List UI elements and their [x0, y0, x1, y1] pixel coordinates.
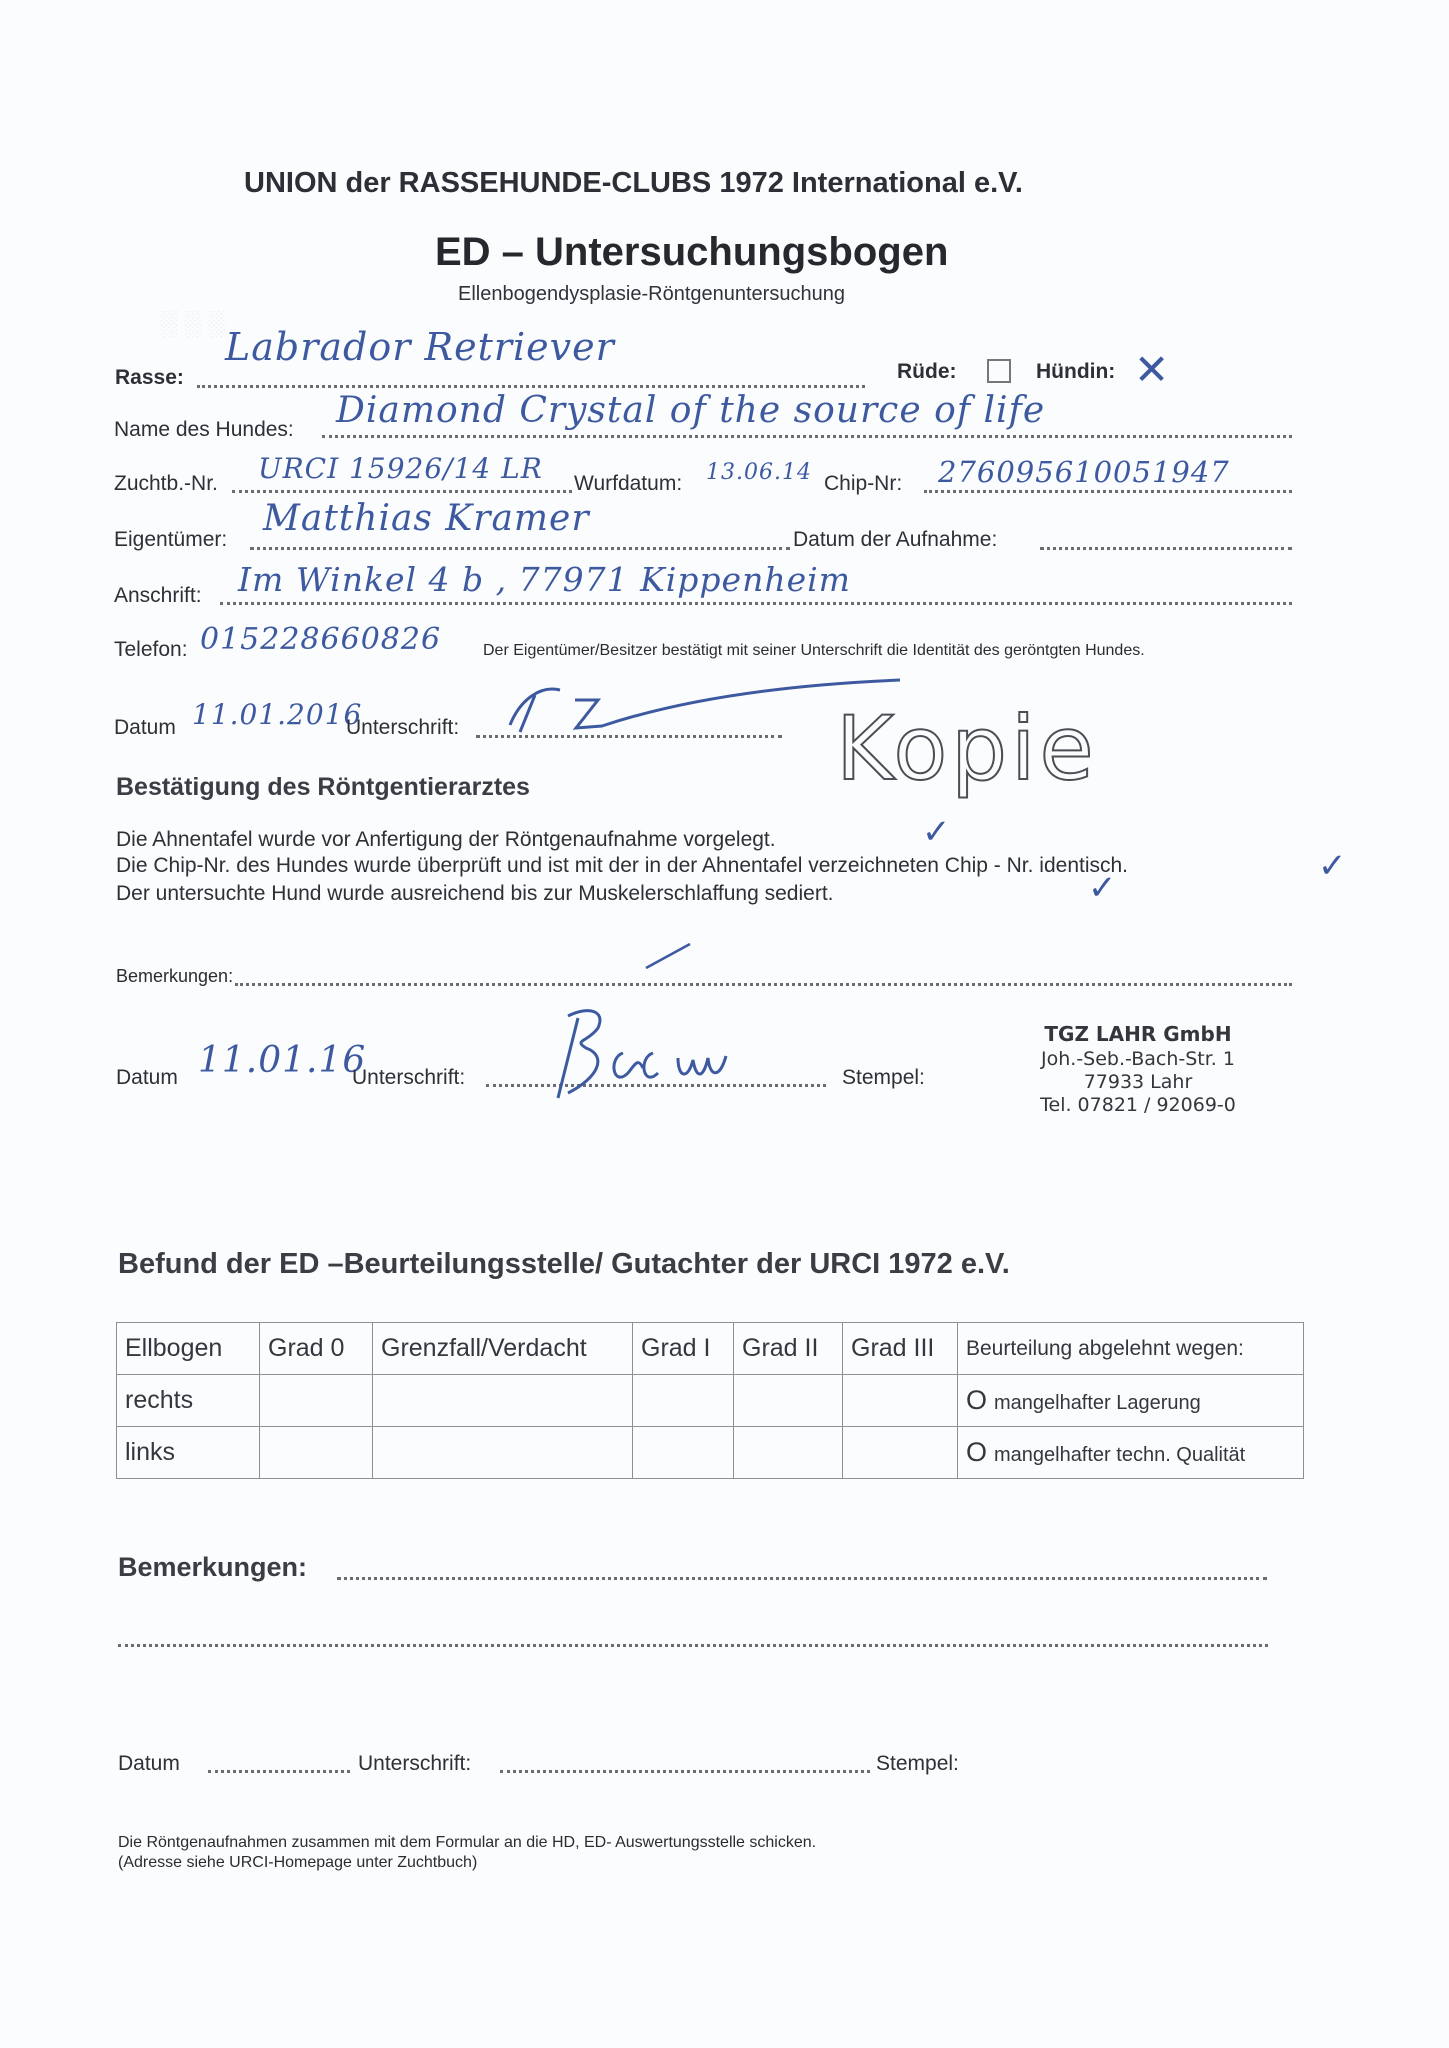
- cell-links-grad-0[interactable]: [260, 1427, 373, 1479]
- zuchtb-value[interactable]: URCI 15926/14 LR: [258, 452, 543, 485]
- rasse-label: Rasse:: [115, 366, 184, 389]
- name-label: Name des Hundes:: [114, 418, 294, 441]
- huendin-checkbox-mark[interactable]: ✕: [1134, 345, 1171, 394]
- col-grad-0: Grad 0: [260, 1323, 373, 1375]
- cell-links-grenzfall[interactable]: [373, 1427, 633, 1479]
- stamp-name: TGZ LAHR GmbH: [1044, 1022, 1232, 1046]
- befund-datum-label: Datum: [118, 1752, 180, 1775]
- rasse-line: [197, 385, 865, 388]
- cell-rechts-grad-3[interactable]: [843, 1375, 958, 1427]
- footer-note-1: Die Röntgenaufnahmen zusammen mit dem Formular an die HD, ED- Auswertungsstelle schicken.: [118, 1834, 817, 1851]
- befund-stempel-label: Stempel:: [876, 1752, 959, 1775]
- cell-rechts-grad-0[interactable]: [260, 1375, 373, 1427]
- cell-links-grad-3[interactable]: [843, 1427, 958, 1479]
- owner-datum-label: Datum: [114, 716, 176, 739]
- vet-stempel-label: Stempel:: [842, 1066, 925, 1089]
- vet-unterschrift-label: Unterschrift:: [352, 1066, 466, 1089]
- anschrift-label: Anschrift:: [114, 584, 202, 607]
- vet-check-2[interactable]: ✓: [1318, 846, 1348, 886]
- eigentuemer-line: [250, 547, 790, 550]
- kopie-stamp: Kopie: [836, 697, 1098, 800]
- name-value[interactable]: Diamond Crystal of the source of life: [336, 390, 1046, 431]
- bleed-through-text: ░ ░ ░: [160, 310, 225, 337]
- befund-unterschrift-line[interactable]: [500, 1770, 870, 1773]
- telefon-value[interactable]: 015228660826: [200, 622, 442, 657]
- col-grad-1: Grad I: [633, 1323, 734, 1375]
- reason-radio-qualitaet[interactable]: O: [966, 1437, 988, 1467]
- huendin-label: Hündin:: [1036, 360, 1116, 383]
- vet-check-3[interactable]: ✓: [1088, 868, 1118, 908]
- vet-datum-value[interactable]: 11.01.16: [198, 1040, 367, 1081]
- table-row: [117, 1375, 1304, 1427]
- telefon-label: Telefon:: [114, 638, 188, 661]
- chip-line: [924, 490, 1292, 493]
- befund-table: [116, 1322, 1304, 1479]
- cell-rechts-grenzfall[interactable]: [373, 1375, 633, 1427]
- cell-rechts-reason[interactable]: [958, 1375, 1304, 1427]
- vet-line2: Die Chip-Nr. des Hundes wurde überprüft und ist mit der in der Ahnentafel verzeichneten Chip - Nr. identisch.: [116, 854, 1129, 877]
- ruede-label: Rüde:: [897, 360, 957, 383]
- table-header-row: [117, 1323, 1304, 1375]
- vet-pen-mark: [640, 936, 700, 976]
- vet-bemerkungen-line[interactable]: [235, 983, 1292, 986]
- zuchtb-line: [232, 490, 572, 493]
- stamp-tel: Tel. 07821 / 92069-0: [1040, 1094, 1236, 1116]
- name-line: [322, 435, 1292, 438]
- vet-bemerkungen-label: Bemerkungen:: [116, 966, 234, 986]
- befund-heading: Befund der ED –Beurteilungsstelle/ Gutachter der URCI 1972 e.V.: [118, 1248, 1010, 1280]
- befund-bemerkungen-label: Bemerkungen:: [118, 1552, 308, 1582]
- cell-links-grad-2[interactable]: [734, 1427, 843, 1479]
- vet-datum-label: Datum: [116, 1066, 178, 1089]
- cell-rechts-grad-2[interactable]: [734, 1375, 843, 1427]
- row-label-rechts: rechts: [117, 1375, 260, 1427]
- aufnahme-label: Datum der Aufnahme:: [793, 528, 998, 551]
- aufnahme-line[interactable]: [1040, 547, 1292, 550]
- eigentuemer-label: Eigentümer:: [114, 528, 228, 551]
- reason-radio-lagerung[interactable]: O: [966, 1385, 988, 1415]
- reason-lagerung-label: mangelhafter Lagerung: [993, 1392, 1201, 1414]
- page-subtitle: Ellenbogendysplasie-Röntgenuntersuchung: [458, 283, 845, 305]
- befund-bemerkungen-line-2[interactable]: [118, 1644, 1268, 1647]
- befund-bemerkungen-line-1[interactable]: [337, 1577, 1267, 1580]
- vet-check-1[interactable]: ✓: [922, 812, 952, 852]
- anschrift-value[interactable]: Im Winkel 4 b , 77971 Kippenheim: [238, 560, 851, 599]
- table-row: [117, 1427, 1304, 1479]
- owner-unterschrift-label: Unterschrift:: [346, 716, 460, 739]
- wurfdatum-label: Wurfdatum:: [574, 472, 683, 495]
- reason-qualitaet-label: mangelhafter techn. Qualität: [993, 1444, 1246, 1466]
- stamp-city: 77933 Lahr: [1083, 1071, 1193, 1093]
- chip-value[interactable]: 276095610051947: [938, 455, 1230, 489]
- org-name: UNION der RASSEHUNDE-CLUBS 1972 International e.V.: [244, 167, 1023, 199]
- chip-label: Chip-Nr:: [824, 472, 903, 495]
- row-label-links: links: [117, 1427, 260, 1479]
- page-title: ED – Untersuchungsbogen: [435, 230, 949, 274]
- col-ellbogen: Ellbogen: [117, 1323, 260, 1375]
- cell-rechts-grad-1[interactable]: [633, 1375, 734, 1427]
- anschrift-line: [220, 602, 1292, 605]
- vet-line3: Der untersuchte Hund wurde ausreichend bis zur Muskelerschlaffung sediert.: [116, 882, 834, 905]
- vet-signature: [528, 998, 768, 1108]
- eigentuemer-value[interactable]: Matthias Kramer: [263, 498, 590, 539]
- vet-heading: Bestätigung des Röntgentierarztes: [116, 773, 530, 801]
- befund-datum-line[interactable]: [208, 1770, 350, 1773]
- befund-unterschrift-label: Unterschrift:: [358, 1752, 472, 1775]
- ruede-checkbox[interactable]: [987, 359, 1011, 383]
- cell-links-reason[interactable]: [958, 1427, 1304, 1479]
- zuchtb-label: Zuchtb.-Nr.: [114, 472, 218, 495]
- col-grad-2: Grad II: [734, 1323, 843, 1375]
- owner-datum-value[interactable]: 11.01.2016: [192, 698, 363, 731]
- wurfdatum-value[interactable]: 13.06.14: [706, 460, 812, 485]
- rasse-value[interactable]: Labrador Retriever: [225, 325, 615, 369]
- stamp-street: Joh.-Seb.-Bach-Str. 1: [1041, 1048, 1235, 1070]
- identity-note: Der Eigentümer/Besitzer bestätigt mit seiner Unterschrift die Identität des geröntgten Hundes.: [483, 642, 1145, 659]
- col-grenzfall: Grenzfall/Verdacht: [373, 1323, 633, 1375]
- cell-links-grad-1[interactable]: [633, 1427, 734, 1479]
- col-grad-3: Grad III: [843, 1323, 958, 1375]
- col-abgelehnt: Beurteilung abgelehnt wegen:: [958, 1323, 1304, 1375]
- vet-line1: Die Ahnentafel wurde vor Anfertigung der Röntgenaufnahme vorgelegt.: [116, 828, 776, 851]
- footer-note-2: (Adresse siehe URCI-Homepage unter Zuchtbuch): [118, 1854, 478, 1871]
